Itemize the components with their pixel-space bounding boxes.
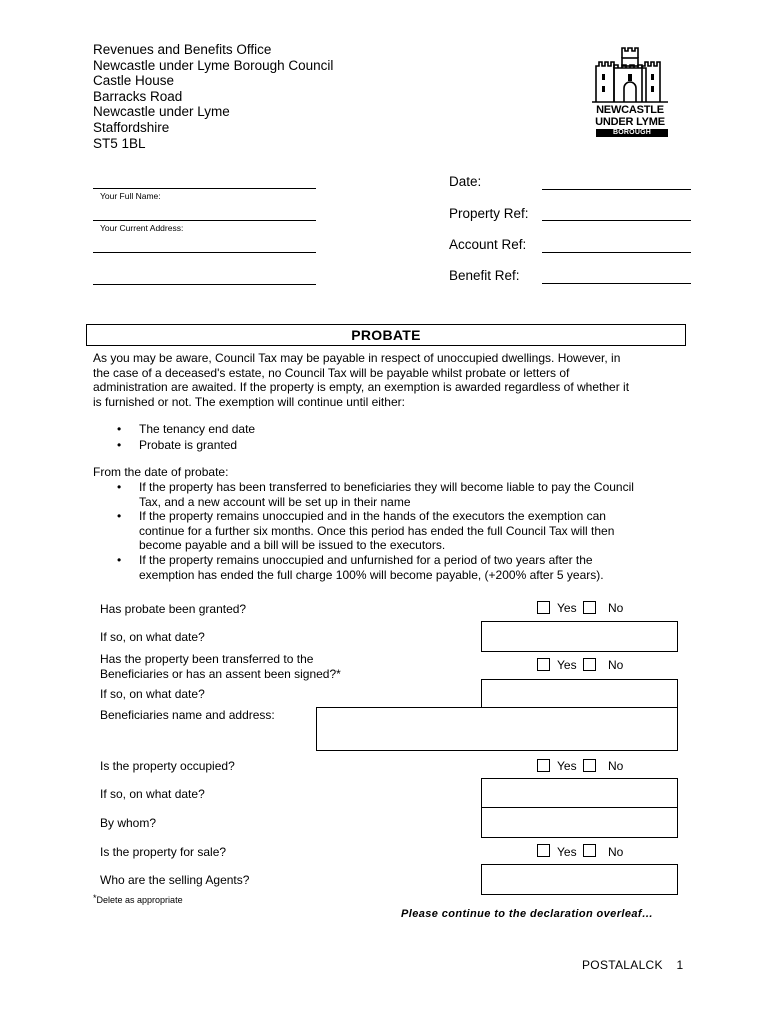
probate-bullet <box>117 480 697 509</box>
footnote <box>93 895 183 905</box>
selling-agents-input[interactable] <box>481 864 678 895</box>
form-code: POSTALALCK <box>582 958 663 972</box>
bullet-icon: • <box>117 480 122 494</box>
for-sale-no-checkbox[interactable] <box>583 844 596 857</box>
q-probate-granted: Has probate been granted? <box>100 602 247 616</box>
q-probate-date: If so, on what date? <box>100 630 205 644</box>
footnote-star: * <box>93 893 97 903</box>
address-line: Staffordshire <box>93 119 170 135</box>
address-label: Your Current Address: <box>100 223 184 233</box>
yes-label: Yes <box>557 601 577 615</box>
address-line: Barracks Road <box>93 88 183 104</box>
account-ref-label: Account Ref: <box>449 237 527 252</box>
bullet-line: If the property has been transferred to beneficiaries they will become liable to pay the Council <box>139 480 634 494</box>
address-line-1[interactable] <box>93 220 316 221</box>
by-whom-input[interactable] <box>481 807 678 838</box>
address-line: ST5 1BL <box>93 135 146 151</box>
for-sale-yes-checkbox[interactable] <box>537 844 550 857</box>
q-selling-agents: Who are the selling Agents? <box>100 873 250 887</box>
bullet-line: If the property remains unoccupied and unfurnished for a period of two years after the <box>139 553 593 567</box>
occupied-no-checkbox[interactable] <box>583 759 596 772</box>
intro-line: the case of a deceased's estate, no Council Tax will be payable whilst probate or letters of <box>93 365 570 380</box>
bullet-icon: • <box>117 438 122 452</box>
occupied-date-input[interactable] <box>481 778 678 809</box>
bullet-text: The tenancy end date <box>139 422 256 436</box>
bullet-line: Tax, and a new account will be set up in their name <box>139 494 411 509</box>
q-by-whom: By whom? <box>100 816 157 830</box>
q-transferred-date: If so, on what date? <box>100 687 205 701</box>
council-logo <box>588 44 672 144</box>
probate-bullet <box>117 509 697 553</box>
yes-label: Yes <box>557 845 577 859</box>
address-line: Newcastle under Lyme <box>93 104 230 120</box>
probate-date-input[interactable] <box>481 621 678 652</box>
benefit-ref-label: Benefit Ref: <box>449 268 520 283</box>
transferred-date-input[interactable] <box>481 679 678 709</box>
q-transferred <box>100 652 341 681</box>
no-label: No <box>608 845 624 859</box>
bullet-icon: • <box>117 553 122 567</box>
bullet-icon: • <box>117 509 122 523</box>
transferred-no-checkbox[interactable] <box>583 658 596 671</box>
office-address <box>93 42 333 151</box>
bullet-line: exemption has ended the full charge 100% will become payable, (+200% after 5 years). <box>139 567 604 582</box>
section-title: PROBATE <box>86 324 686 346</box>
footnote-text: Delete as appropriate <box>96 895 183 905</box>
no-label: No <box>608 759 624 773</box>
from-date-heading: From the date of probate: <box>93 465 229 479</box>
q-for-sale: Is the property for sale? <box>100 845 227 859</box>
yes-label: Yes <box>557 759 577 773</box>
bullet-text: Probate is granted <box>139 438 238 452</box>
occupied-yes-checkbox[interactable] <box>537 759 550 772</box>
property-ref-label: Property Ref: <box>449 206 529 221</box>
address-line: Revenues and Benefits Office <box>93 42 272 57</box>
address-line-2[interactable] <box>93 252 316 253</box>
logo-badge: BOROUGH COUNCIL <box>596 129 668 137</box>
property-ref-field[interactable] <box>542 220 691 221</box>
intro-line: As you may be aware, Council Tax may be payable in respect of unoccupied dwellings. However, in <box>93 351 621 365</box>
account-ref-field[interactable] <box>542 252 691 253</box>
logo-line-1: NEWCASTLE <box>596 104 664 116</box>
bullet-line: become payable and a bill will be issued to the executors. <box>139 538 446 552</box>
intro-paragraph <box>93 351 693 409</box>
castle-icon <box>588 44 672 104</box>
date-field[interactable] <box>542 189 691 190</box>
logo-line-2: UNDER LYME <box>595 116 665 128</box>
full-name-line[interactable] <box>93 188 316 189</box>
probate-granted-yes-checkbox[interactable] <box>537 601 550 614</box>
benefit-ref-field[interactable] <box>542 283 691 284</box>
address-line: Castle House <box>93 73 175 89</box>
bullet-icon: • <box>117 422 122 436</box>
address-line-3[interactable] <box>93 284 316 285</box>
q-transferred-line: Has the property been transferred to the <box>100 652 314 666</box>
q-transferred-line: Beneficiaries or has an assent been signed?* <box>100 666 341 681</box>
yes-label: Yes <box>557 658 577 672</box>
intro-line: is furnished or not. The exemption will continue until either: <box>93 394 405 409</box>
address-line: Newcastle under Lyme Borough Council <box>93 57 334 73</box>
page-footer <box>582 958 683 972</box>
probate-granted-no-checkbox[interactable] <box>583 601 596 614</box>
full-name-label: Your Full Name: <box>100 191 161 201</box>
beneficiaries-input[interactable] <box>316 707 678 751</box>
continue-note: Please continue to the declaration overleaf… <box>401 908 654 920</box>
probate-bullet <box>117 553 697 582</box>
q-beneficiaries: Beneficiaries name and address: <box>100 708 275 722</box>
no-label: No <box>608 658 624 672</box>
no-label: No <box>608 601 624 615</box>
bullet-line: If the property remains unoccupied and in the hands of the executors the exemption can <box>139 509 606 523</box>
q-occupied-date: If so, on what date? <box>100 787 205 801</box>
q-occupied: Is the property occupied? <box>100 759 235 773</box>
bullet-line: continue for a further six months. Once this period has ended the full Council Tax will then <box>139 523 615 538</box>
page-number: 1 <box>676 958 684 972</box>
transferred-yes-checkbox[interactable] <box>537 658 550 671</box>
date-label: Date: <box>449 174 482 189</box>
intro-line: administration are awaited. If the property is empty, an exemption is awarded regardless of whether it <box>93 380 630 394</box>
